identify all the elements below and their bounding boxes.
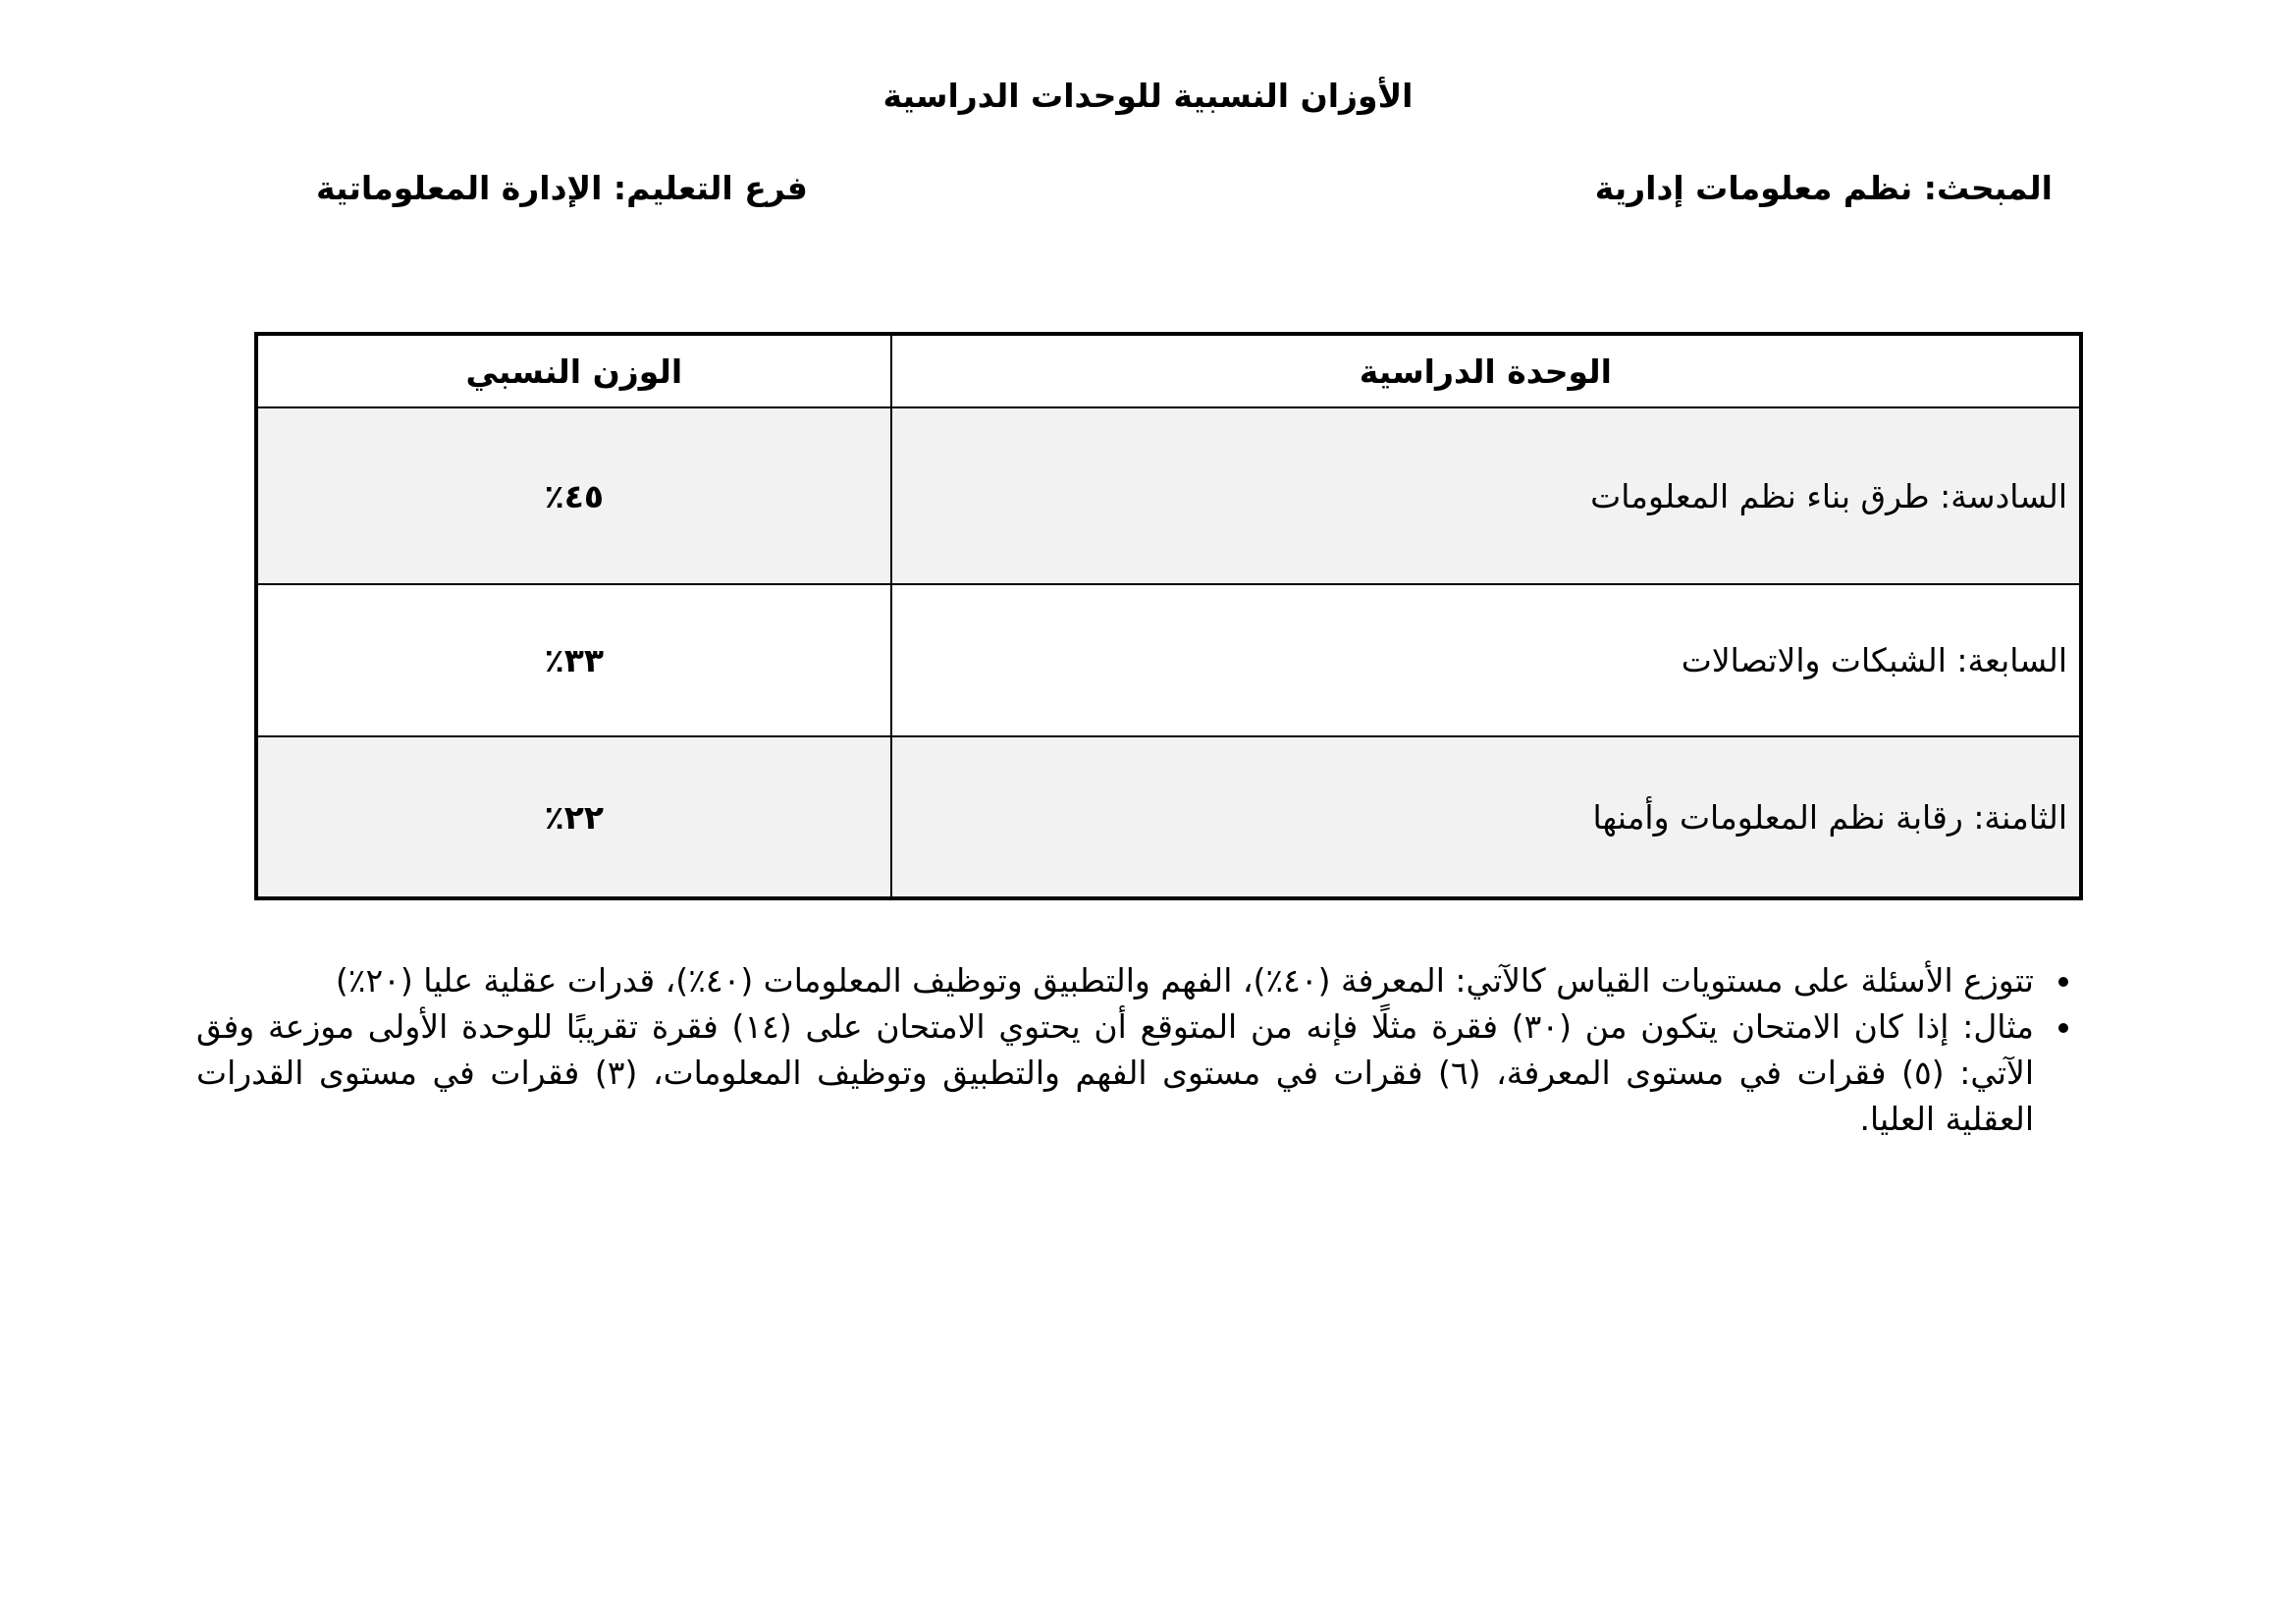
table-row — [256, 736, 2081, 898]
unit-cell: السابعة: الشبكات والاتصالات — [891, 584, 2081, 736]
note-item: • مثال: إذا كان الامتحان يتكون من (٣٠) فقرة مثلًا فإنه من المتوقع أن يحتوي الامتحان على (١٤) فقرة تقريبًا للوحدة الأولى موزعة وفق الآتي: (٥) فقرات في مستوى المعرفة، (٦) فقرات في مستوى الفهم والتطبيق وتوظيف المعلومات، (٣) فقرات في مستوى القدرات العقلية العليا. — [196, 1003, 2042, 1142]
weight-cell: ٢٢٪ — [256, 736, 891, 898]
weight-cell: ٤٥٪ — [256, 407, 891, 584]
header-unit: الوحدة الدراسية — [891, 334, 2081, 407]
subject-label: المبحث: نظم معلومات إدارية — [1594, 169, 2053, 207]
unit-cell: الثامنة: رقابة نظم المعلومات وأمنها — [891, 736, 2081, 898]
branch-label: فرع التعليم: الإدارة المعلوماتية — [316, 169, 808, 207]
header-weight: الوزن النسبي — [256, 334, 891, 407]
note-item: • تتوزع الأسئلة على مستويات القياس كالآتي: المعرفة (٤٠٪)، الفهم والتطبيق وتوظيف المعلومات (٤٠٪)، قدرات عقلية عليا (٢٠٪) — [196, 957, 2042, 1003]
page-title: الأوزان النسبية للوحدات الدراسية — [882, 77, 1414, 115]
unit-cell: السادسة: طرق بناء نظم المعلومات — [891, 407, 2081, 584]
notes-list — [196, 957, 2075, 1142]
table-row — [256, 407, 2081, 584]
weight-cell: ٣٣٪ — [256, 584, 891, 736]
weights-table — [254, 332, 2083, 900]
table-header-row — [256, 334, 2081, 407]
table-row — [256, 584, 2081, 736]
